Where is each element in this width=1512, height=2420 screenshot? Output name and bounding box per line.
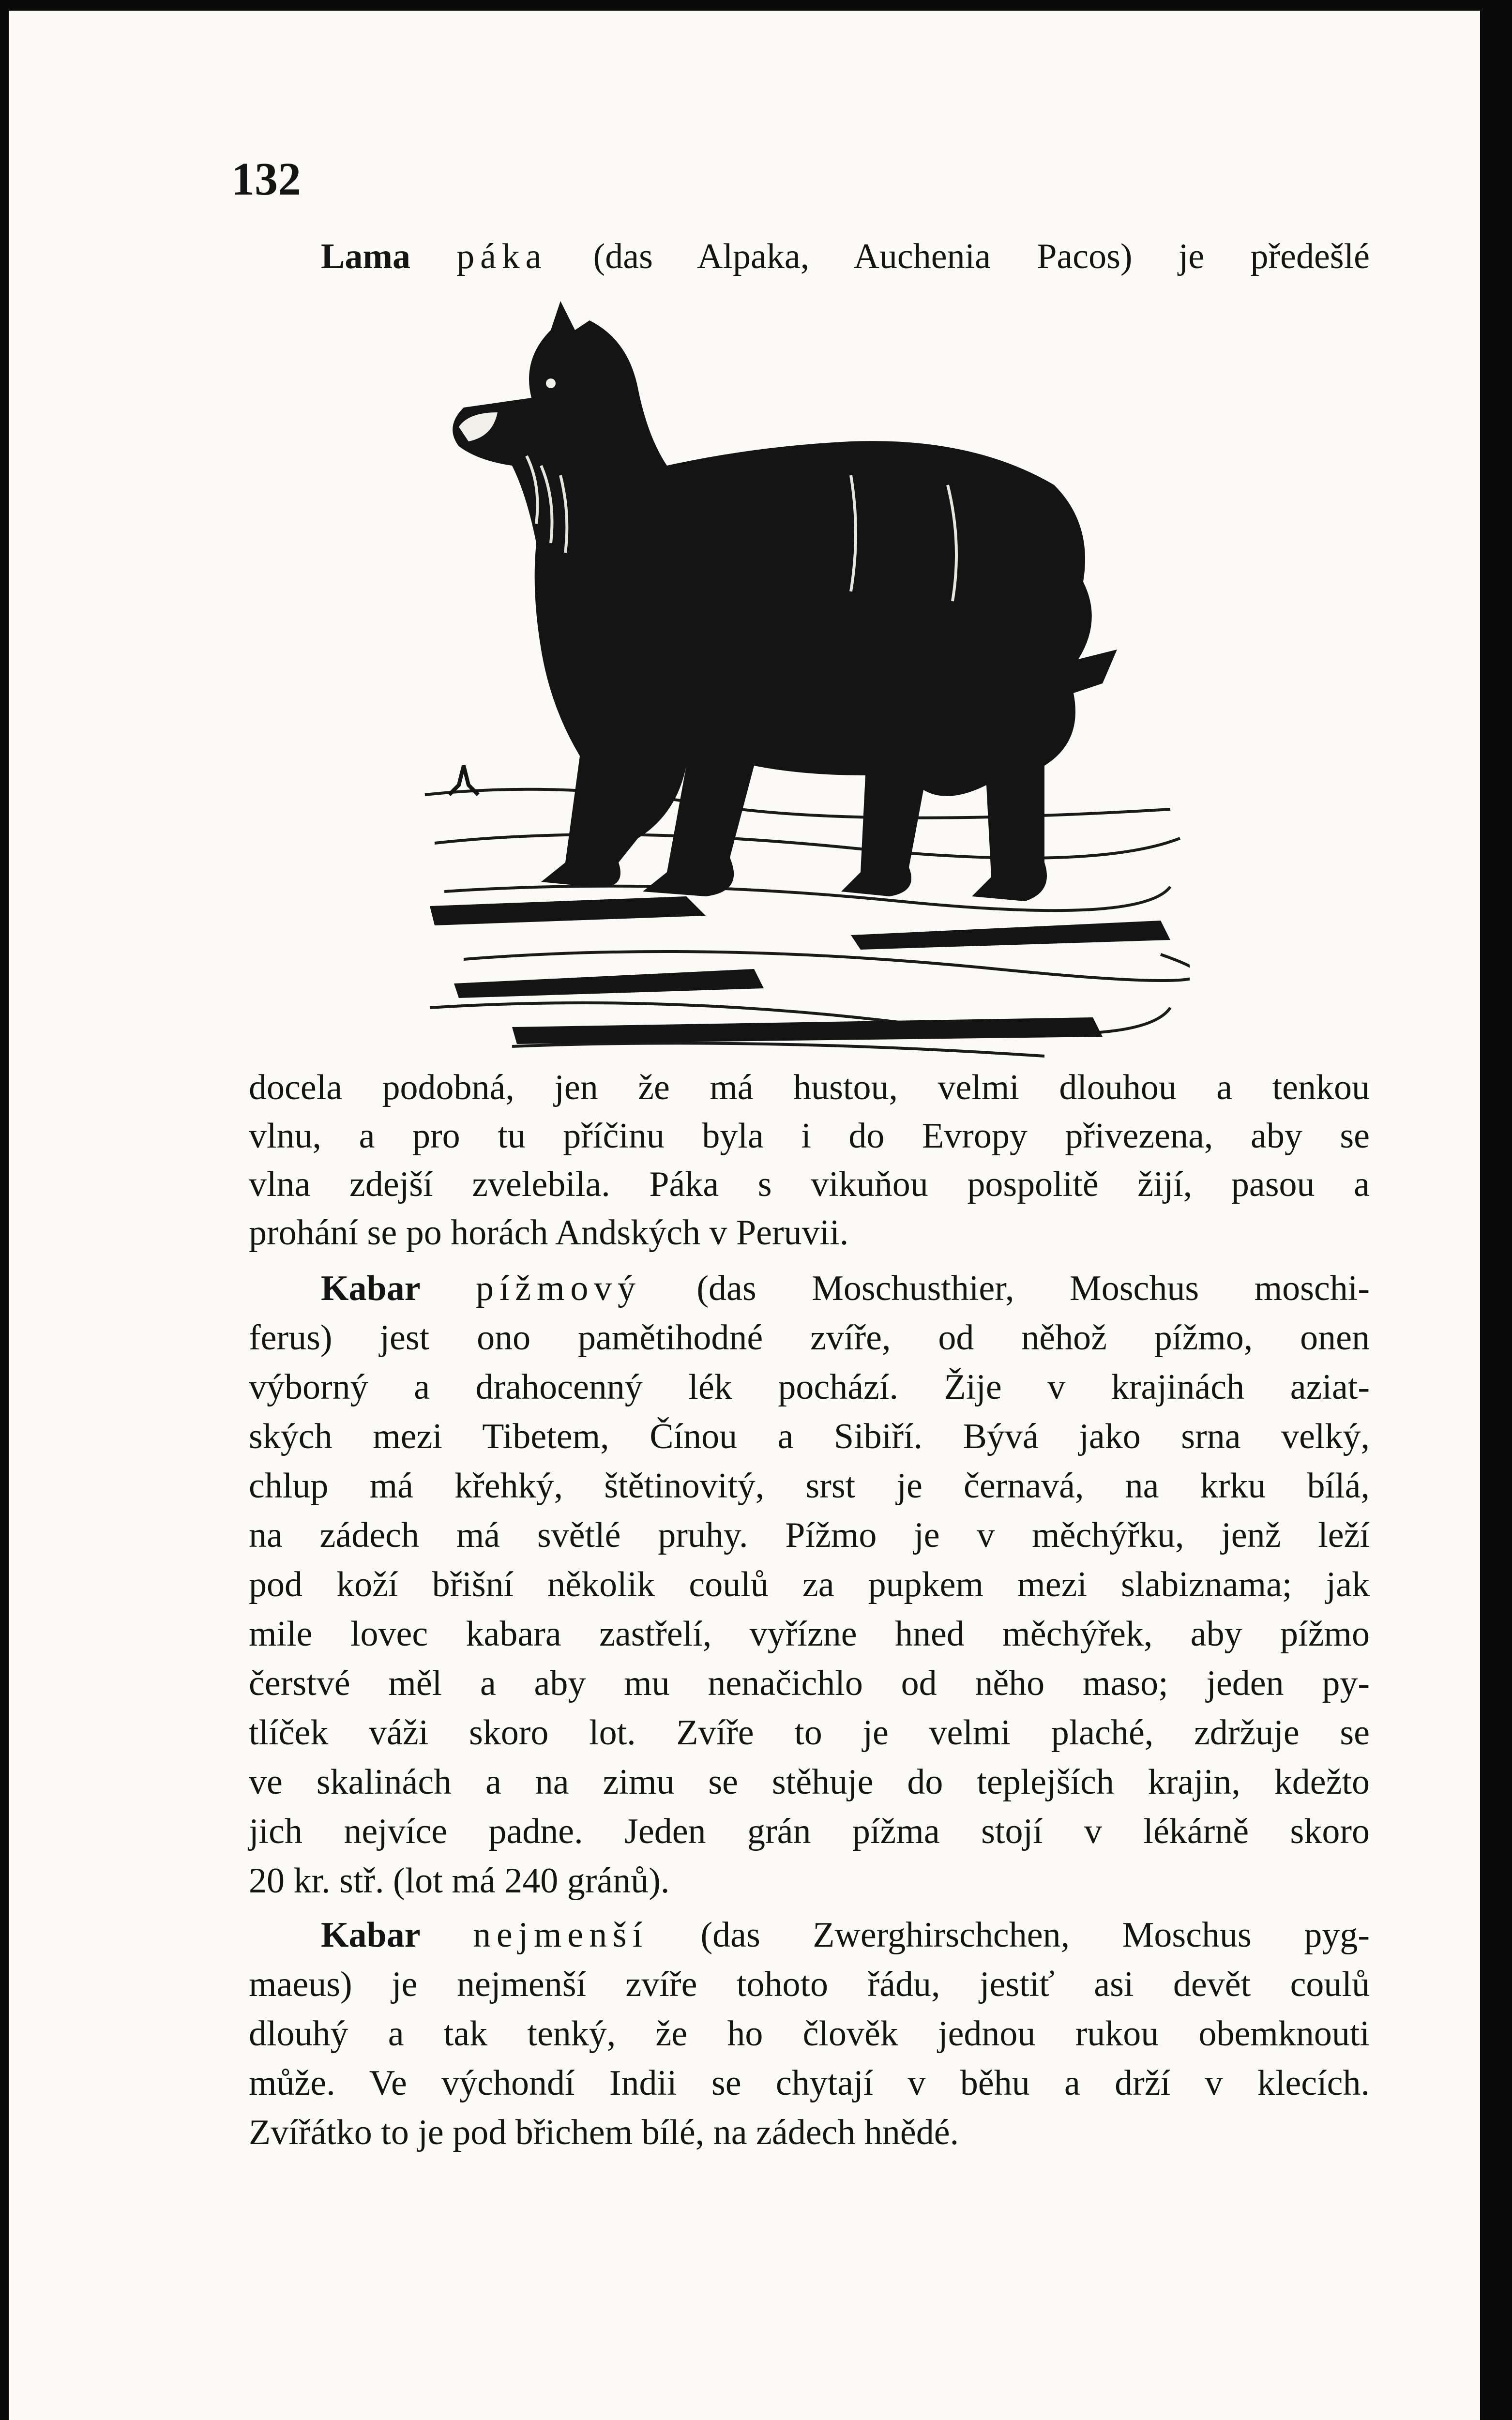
paragraph-3-line-5: Zvířátko to je pod břichem bílé, na zádech hnědé. [249,2113,959,2152]
term-nejmensi: nejmenší [473,1915,648,1955]
paragraph-1-line-2: docela podobná, jen že má hustou, velmi dlouhou a tenkou [249,1068,1370,1107]
term-kabar: Kabar [321,1269,421,1308]
paragraph-3-line-2: maeus) je nejmenší zvíře tohoto řádu, jestiť asi devět coulů [249,1965,1370,2004]
alpaca-illustration [415,282,1190,1075]
line-rest: (das Alpaka, Auchenia Pacos) je předešlé [547,237,1370,276]
line-rest: (das Zwerghirschchen, Moschus pyg- [648,1915,1370,1955]
paragraph-2-line-6: na zádech má světlé pruhy. Pížmo je v měchýřku, jenž leží [249,1515,1370,1555]
line-rest: (das Moschusthier, Moschus moschi- [641,1269,1370,1308]
paragraph-2-line-10: tlíček váži skoro lot. Zvíře to je velmi plaché, zdržuje se [249,1713,1370,1753]
paragraph-2-line-2: ferus) jest ono pamětihodné zvíře, od něhož pížmo, onen [249,1318,1370,1358]
paragraph-2-line-4: ských mezi Tibetem, Čínou a Sibiří. Bývá jako srna velký, [249,1417,1370,1456]
paragraph-2-line-7: pod koží břišní několik coulů za pupkem mezi slabiznama; jak [249,1565,1370,1604]
paragraph-1-line-5: prohání se po horách Andských v Peruvii. [249,1213,849,1253]
paragraph-2-line-13: 20 kr. stř. (lot má 240 gránů). [249,1861,670,1901]
paragraph-2-line-3: výborný a drahocenný lék pochází. Žije v krajinách aziat- [249,1367,1370,1407]
book-page [9,11,1480,2420]
paragraph-2-line-1 [321,1264,1370,1313]
paragraph-2-line-8: mile lovec kabara zastřelí, vyřízne hned měchýřek, aby pížmo [249,1614,1370,1654]
term-paka: páka [456,237,547,276]
paragraph-3-line-1 [321,1911,1370,1959]
paragraph-2-line-12: jich nejvíce padne. Jeden grán pížma stojí v lékárně skoro [249,1812,1370,1851]
paragraph-3-line-3: dlouhý a tak tenký, že ho člověk jednou rukou obemknouti [249,2014,1370,2054]
paragraph-1-line-4: vlna zdejší zvelebila. Páka s vikuňou pospolitě žijí, pasou a [249,1165,1370,1204]
term-pizmovy: pížmový [476,1269,641,1308]
paragraph-3-line-4: může. Ve výchondí Indii se chytají v běhu a drží v klecích. [249,2063,1370,2103]
paragraph-2-line-5: chlup má křehký, štětinovitý, srst je černavá, na krku bílá, [249,1466,1370,1506]
paragraph-2-line-11: ve skalinách a na zimu se stěhuje do teplejších krajin, kdežto [249,1762,1370,1802]
paragraph-2-line-9: čerstvé měl a aby mu nenačichlo od něho maso; jeden py- [249,1664,1370,1703]
page-number: 132 [231,153,301,205]
paragraph-1-line-1 [321,232,1370,281]
term-lama: Lama [321,237,410,276]
term-kabar-2: Kabar [321,1915,421,1955]
paragraph-1-line-3: vlnu, a pro tu příčinu byla i do Evropy přivezena, aby se [249,1116,1370,1156]
